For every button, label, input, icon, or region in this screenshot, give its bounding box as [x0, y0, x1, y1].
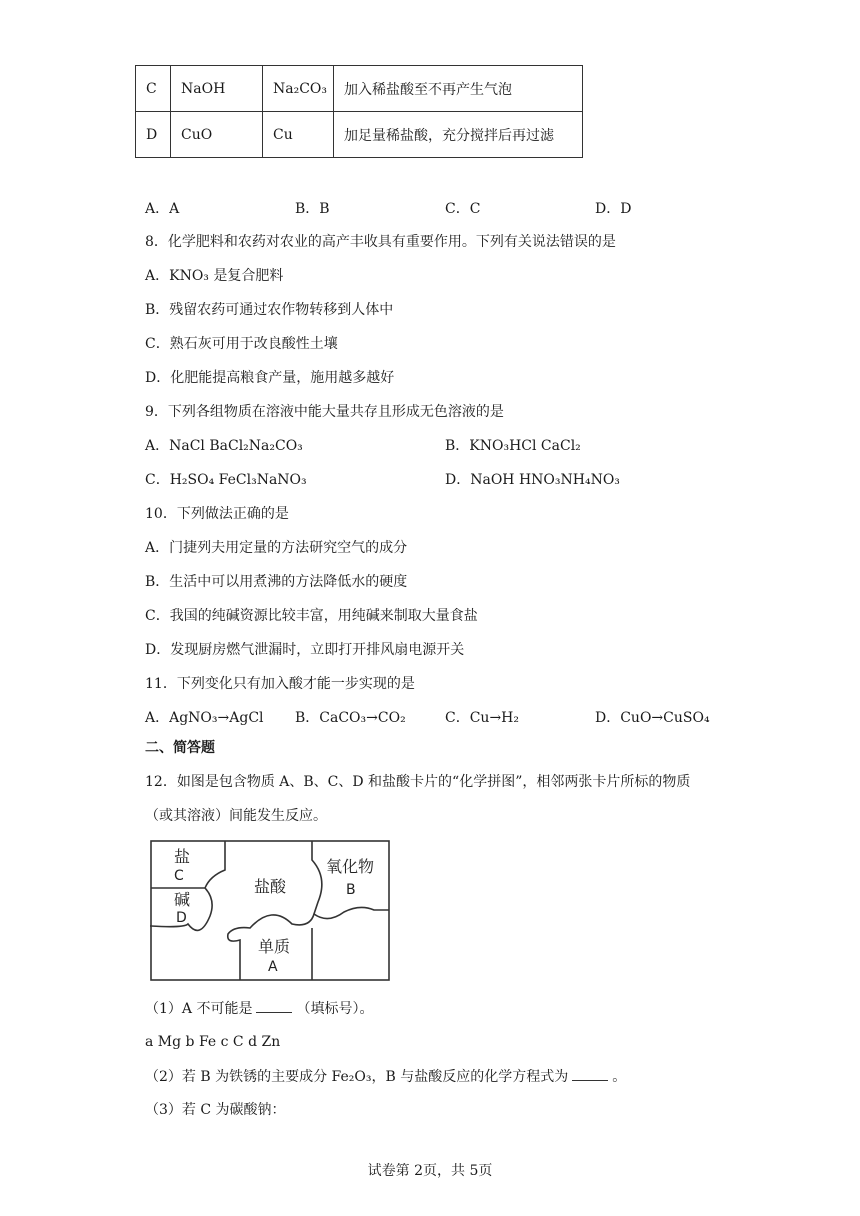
c-label: C [174, 868, 184, 884]
q12-sub2-suffix: 。 [612, 1069, 627, 1085]
q12-sub2 [145, 1066, 626, 1087]
table-cell: Cu [263, 112, 334, 158]
table-cell: Na₂CO₃ [263, 66, 334, 112]
q12-sub2-text: （2）若 B 为铁锈的主要成分 Fe₂O₃，B 与盐酸反应的化学方程式为 [145, 1069, 569, 1085]
table-cell: 加入稀盐酸至不再产生气泡 [334, 66, 583, 112]
q10-option-a: A．门捷列夫用定量的方法研究空气的成分 [145, 540, 408, 556]
table-cell: C [136, 66, 171, 112]
table-cell: D [136, 112, 171, 158]
q8-option-d: D．化肥能提高粮食产量，施用越多越好 [145, 370, 395, 386]
q8-option-b: B．残留农药可通过农作物转移到人体中 [145, 302, 394, 318]
q7-option-b: B．B [295, 201, 330, 217]
q10-option-c: C．我国的纯碱资源比较丰富，用纯碱来制取大量食盐 [145, 608, 478, 624]
q9-stem: 9．下列各组物质在溶液中能大量共存且形成无色溶液的是 [145, 404, 504, 420]
section-title: 二、简答题 [145, 740, 215, 756]
element-label: 单质 [258, 937, 291, 956]
q7-option-d: D．D [595, 201, 632, 217]
table-cell: CuO [171, 112, 263, 158]
q12-sub1 [145, 998, 373, 1019]
q11-stem: 11．下列变化只有加入酸才能一步实现的是 [145, 676, 415, 692]
q9-option-a: A．NaCl BaCl₂Na₂CO₃ [145, 438, 303, 454]
d-label: D [176, 910, 187, 926]
options-table [135, 65, 583, 158]
salt-label: 盐 [174, 847, 191, 866]
q8-stem: 8．化学肥料和农药对农业的高产丰收具有重要作用。下列有关说法错误的是 [145, 234, 616, 250]
oxide-label: 氧化物 [326, 857, 375, 876]
page-footer: 试卷第 2页，共 5页 [367, 1163, 493, 1179]
table-cell: 加足量稀盐酸，充分搅拌后再过滤 [334, 112, 583, 158]
q11-option-a: A．AgNO₃→AgCl [145, 710, 264, 726]
answer-blank[interactable] [256, 998, 292, 1013]
acid-label: 盐酸 [254, 877, 287, 896]
q12-stem-line1: 12．如图是包含物质 A、B、C、D 和盐酸卡片的“化学拼图”，相邻两张卡片所标的物质 [145, 774, 691, 790]
q10-option-d: D．发现厨房燃气泄漏时，立即打开排风扇电源开关 [145, 642, 465, 658]
q12-sub1-choices: a Mg b Fe c C d Zn [145, 1034, 281, 1050]
q9-option-c: C．H₂SO₄ FeCl₃NaNO₃ [145, 472, 307, 488]
q12-stem-line2: （或其溶液）间能发生反应。 [145, 808, 327, 824]
base-label: 碱 [174, 890, 191, 909]
q11-option-d: D．CuO→CuSO₄ [595, 710, 710, 726]
q12-sub1-suffix: （填标号）。 [296, 1001, 374, 1017]
a-label: A [268, 959, 278, 975]
q11-option-b: B．CaCO₃→CO₂ [295, 710, 406, 726]
q7-option-c: C．C [445, 201, 481, 217]
q9-option-b: B．KNO₃HCl CaCl₂ [445, 438, 581, 454]
table-row [136, 66, 583, 112]
q9-option-d: D．NaOH HNO₃NH₄NO₃ [445, 472, 620, 488]
b-label: B [346, 882, 356, 898]
q11-option-c: C．Cu→H₂ [445, 710, 519, 726]
q12-sub1-text: （1）A 不可能是 [145, 1001, 253, 1017]
q10-stem: 10．下列做法正确的是 [145, 506, 289, 522]
answer-blank[interactable] [572, 1066, 608, 1081]
chemistry-puzzle-diagram [150, 840, 390, 982]
q12-sub3: （3）若 C 为碳酸钠： [145, 1102, 286, 1118]
oxide-card-edge [312, 841, 389, 919]
q8-option-a: A．KNO₃ 是复合肥料 [145, 268, 284, 284]
table-cell: NaOH [171, 66, 263, 112]
q8-option-c: C．熟石灰可用于改良酸性土壤 [145, 336, 338, 352]
table-row [136, 112, 583, 158]
q10-option-b: B．生活中可以用煮沸的方法降低水的硬度 [145, 574, 408, 590]
q7-option-a: A．A [145, 201, 180, 217]
